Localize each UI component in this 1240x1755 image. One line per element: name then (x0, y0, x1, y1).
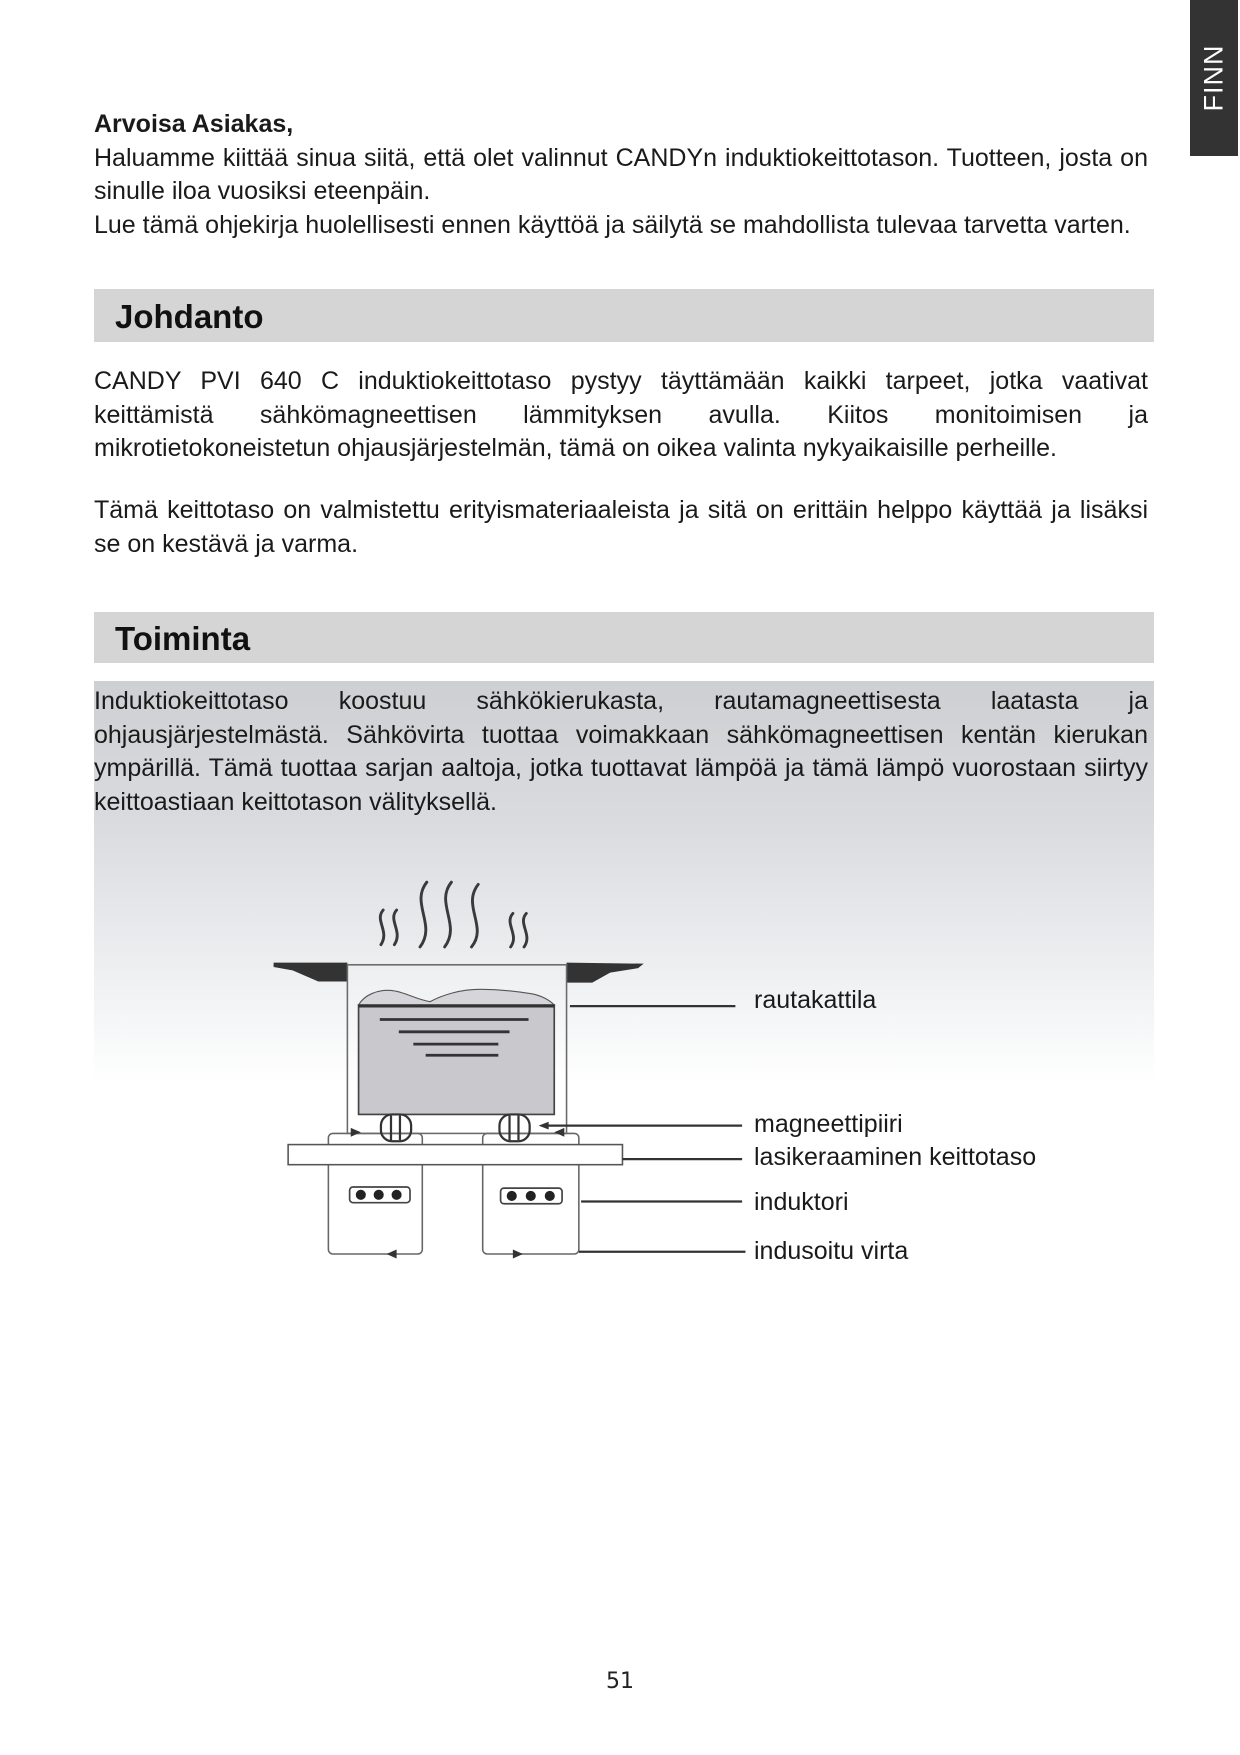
text-line: Induktiokeittotaso koostuu sähkökierukasta, rautamagneettisesta laatasta ja (94, 687, 1148, 715)
page-number: 51 (606, 1669, 634, 1694)
label-lasikeraaminen-keittotaso: lasikeraaminen keittotaso (754, 1143, 1037, 1171)
pan-handle-right (567, 963, 644, 983)
text-line: mikrotietokoneistetun ohjausjärjestelmän, tämä on oikea valinta nykyaikaisille perheille. (94, 434, 1058, 462)
text-line: Lue tämä ohjekirja huolellisesti ennen käyttöä ja säilytä se mahdollista tulevaa tarvetta varten. (94, 210, 1131, 239)
indicator-dot (374, 1190, 384, 1200)
steam-wave-large-1 (420, 882, 427, 947)
section-heading-bar-toiminta (94, 612, 1154, 663)
steam-waves (380, 882, 527, 947)
steam-wave-small-right-2 (523, 913, 527, 947)
label-magneettipiiri: magneettipiiri (754, 1110, 903, 1138)
label-induktori: induktori (754, 1188, 849, 1216)
text-line: CANDY PVI 640 C induktiokeittotaso pystyy täyttämään kaikki tarpeet, jotka vaativat (94, 367, 1148, 395)
text-line: keittämistä sähkömagneettisen lämmityksen avulla. Kiitos monitoimisen ja (94, 400, 1148, 429)
salutation: Arvoisa Asiakas, (94, 110, 294, 138)
steam-wave-large-3 (472, 884, 479, 947)
indicator-dot (507, 1191, 517, 1201)
leader-arrowhead-icon (539, 1122, 549, 1130)
indicator-dot (526, 1191, 536, 1201)
johdanto-paragraph-1 (94, 365, 1148, 466)
indicator-dot (356, 1190, 366, 1200)
section-heading-bar-johdanto (94, 289, 1154, 342)
indicator-dot (392, 1190, 402, 1200)
steam-wave-small-left-2 (394, 910, 398, 945)
greeting-block (94, 108, 1148, 242)
label-indusoitu-virta: indusoitu virta (754, 1237, 909, 1265)
language-tab (1190, 0, 1238, 156)
language-tab-label: FINN (1198, 44, 1229, 112)
text-line: Haluamme kiittää sinua siitä, että olet valinnut CANDYn induktiokeittotason. Tuotteen, josta on (94, 143, 1148, 172)
text-line: ohjausjärjestelmästä. Sähkövirta tuottaa voimakkaan sähkömagneettisen kentän kierukan (94, 720, 1148, 749)
toiminta-paragraph (94, 685, 1148, 819)
section-heading-johdanto: Johdanto (115, 298, 264, 335)
food-surface (359, 989, 555, 1005)
text-line: ympärillä. Tämä tuottaa sarjan aaltoja, jotka tuottavat lämpöä ja tämä lämpö vuorostaan siirtyy (94, 754, 1148, 782)
glass-ceramic-plate (288, 1145, 622, 1165)
johdanto-paragraph-2 (94, 494, 1148, 561)
text-line: keittoastiaan keittotason välityksellä. (94, 787, 497, 816)
steam-wave-small-left-1 (380, 910, 384, 945)
text-line: se on kestävä ja varma. (94, 529, 359, 558)
induction-diagram (268, 871, 760, 1273)
text-line: Tämä keittotaso on valmistettu erityismateriaaleista ja sitä on erittäin helppo käyttää ja lisäksi (94, 496, 1148, 524)
steam-wave-small-right-1 (510, 913, 514, 947)
label-rautakattila: rautakattila (754, 986, 877, 1014)
pan-handle-left (274, 963, 348, 982)
section-heading-toiminta: Toiminta (115, 620, 251, 657)
text-line: sinulle iloa vuosiksi eteenpäin. (94, 177, 431, 205)
indicator-dot (545, 1191, 555, 1201)
steam-wave-large-2 (445, 882, 452, 947)
food-contents (359, 1005, 555, 1114)
